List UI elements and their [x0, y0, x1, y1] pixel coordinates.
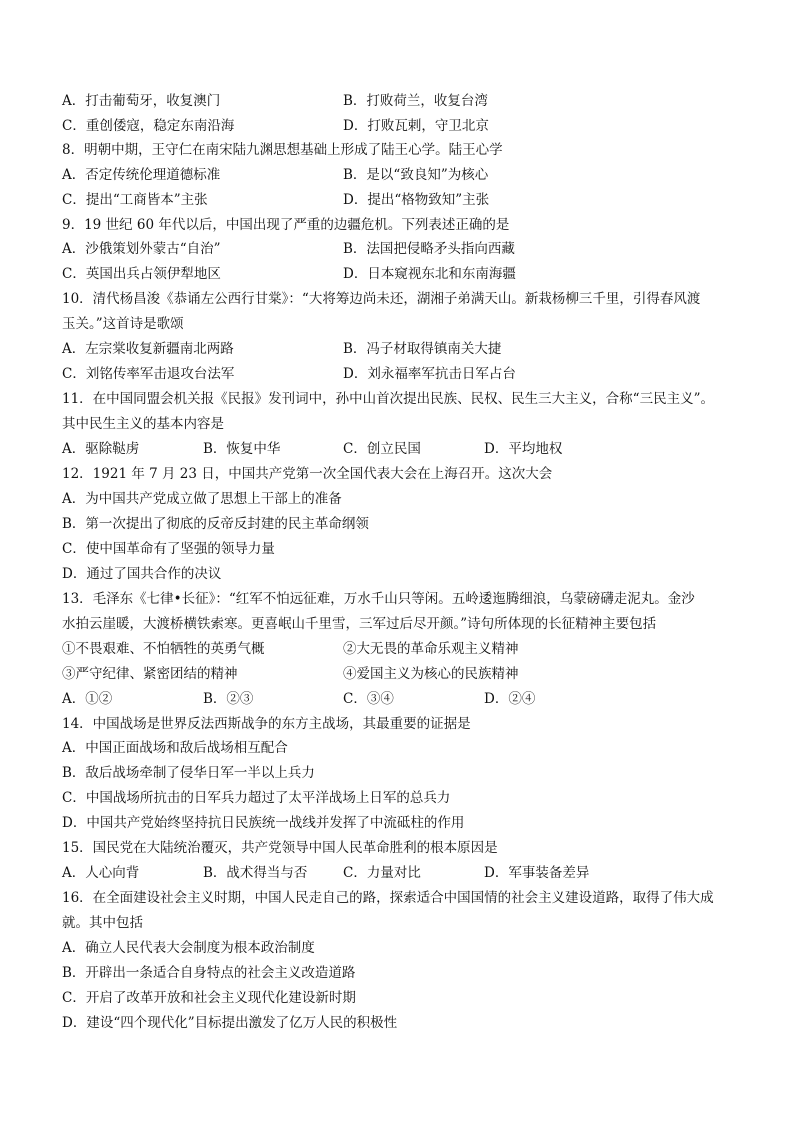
- q16-option-a: A．确立人民代表大会制度为根本政治制度: [62, 940, 315, 956]
- q10-option-d: D．刘永福率军抗击日军占台: [343, 366, 516, 382]
- q16-stem-line2: 就。其中包括: [62, 915, 143, 931]
- q11-option-a: A．驱除鞑虏: [62, 441, 140, 457]
- q7-option-a: A．打击葡萄牙，收复澳门: [62, 93, 221, 109]
- q10-stem-line2: 玉关。”这首诗是歌颂: [62, 316, 184, 332]
- q11-option-c: C．创立民国: [343, 441, 421, 457]
- q14-option-a: A．中国正面战场和敌后战场相互配合: [62, 740, 288, 756]
- q13-option-d: D．②④: [484, 691, 536, 707]
- q13-option-b: B．②③: [203, 691, 254, 707]
- q15-option-c: C．力量对比: [343, 865, 421, 881]
- q9-option-d: D．日本窥视东北和东南海疆: [343, 266, 516, 282]
- q16-option-c: C．开启了改革开放和社会主义现代化建设新时期: [62, 990, 356, 1006]
- q12-stem: 12．1921 年 7 月 23 日，中国共产党第一次全国代表大会在上海召开。这次大会: [62, 466, 553, 482]
- q9-option-a: A．沙俄策划外蒙古“自治”: [62, 241, 221, 257]
- q16-option-d: D．建设“四个现代化”目标提出激发了亿万人民的积极性: [62, 1015, 398, 1031]
- q13-stem-line1: 13．毛泽东《七律•长征》：“红军不怕远征难，万水千山只等闲。五岭逶迤腾细浪，乌蒙磅礴走泥丸。金沙: [62, 591, 695, 607]
- q14-stem: 14．中国战场是世界反法西斯战争的东方主战场，其最重要的证据是: [62, 716, 471, 732]
- q13-statement-1: ①不畏艰难、不怕牺牲的英勇气概: [62, 641, 265, 657]
- q9-stem: 9．19 世纪 60 年代以后，中国出现了严重的边疆危机。下列表述正确的是: [62, 217, 510, 233]
- q11-stem-line2: 其中民生主义的基本内容是: [62, 416, 224, 432]
- q11-option-b: B．恢复中华: [203, 441, 281, 457]
- q15-option-a: A．人心向背: [62, 865, 140, 881]
- q8-option-a: A．否定传统伦理道德标准: [62, 167, 221, 183]
- q11-option-d: D．平均地权: [484, 441, 563, 457]
- q10-option-c: C．刘铭传率军击退攻台法军: [62, 366, 235, 382]
- q15-stem: 15．国民党在大陆统治覆灭，共产党领导中国人民革命胜利的根本原因是: [62, 840, 498, 856]
- q14-option-d: D．中国共产党始终坚持抗日民族统一战线并发挥了中流砥柱的作用: [62, 815, 465, 831]
- q13-option-c: C．③④: [343, 691, 394, 707]
- q13-option-a: A．①②: [62, 691, 113, 707]
- q8-stem: 8．明朝中期，王守仁在南宋陆九渊思想基础上形成了陆王心学。陆王心学: [62, 142, 503, 158]
- q8-option-b: B．是以“致良知”为核心: [343, 167, 489, 183]
- q14-option-c: C．中国战场所抗击的日军兵力超过了太平洋战场上日军的总兵力: [62, 790, 451, 806]
- q7-option-d: D．打败瓦剌，守卫北京: [343, 118, 489, 134]
- q12-option-a: A．为中国共产党成立做了思想上干部上的准备: [62, 491, 342, 507]
- q9-option-b: B．法国把侵略矛头指向西藏: [343, 241, 515, 257]
- q7-option-b: B．打败荷兰，收复台湾: [343, 93, 488, 109]
- q8-option-c: C．提出“工商皆本”主张: [62, 192, 208, 208]
- q12-option-d: D．通过了国共合作的决议: [62, 566, 222, 582]
- q11-stem-line1: 11．在中国同盟会机关报《民报》发刊词中，孙中山首次提出民族、民权、民生三大主义，合称“三民主义”。: [62, 391, 714, 407]
- q8-option-d: D．提出“格物致知”主张: [343, 192, 490, 208]
- q13-statement-4: ④爱国主义为核心的民族精神: [343, 666, 519, 682]
- q10-option-a: A．左宗棠收复新疆南北两路: [62, 341, 234, 357]
- q15-option-b: B．战术得当与否: [203, 865, 308, 881]
- q14-option-b: B．敌后战场牵制了侵华日军一半以上兵力: [62, 765, 315, 781]
- q16-option-b: B．开辟出一条适合自身特点的社会主义改造道路: [62, 965, 356, 981]
- q7-option-c: C．重创倭寇，稳定东南沿海: [62, 118, 235, 134]
- q15-option-d: D．军事装备差异: [484, 865, 590, 881]
- q13-statement-2: ②大无畏的革命乐观主义精神: [343, 641, 519, 657]
- q16-stem-line1: 16．在全面建设社会主义时期，中国人民走自己的路，探索适合中国国情的社会主义建设道路，取得了伟大成: [62, 890, 714, 906]
- q13-stem-line2: 水拍云崖暖，大渡桥横铁索寒。更喜岷山千里雪，三军过后尽开颜。”诗句所体现的长征精神主要包括: [62, 616, 657, 632]
- q9-option-c: C．英国出兵占领伊犁地区: [62, 266, 221, 282]
- q10-option-b: B．冯子材取得镇南关大捷: [343, 341, 502, 357]
- q12-option-b: B．第一次提出了彻底的反帝反封建的民主革命纲领: [62, 516, 369, 532]
- q12-option-c: C．使中国革命有了坚强的领导力量: [62, 541, 275, 557]
- q13-statement-3: ③严守纪律、紧密团结的精神: [62, 666, 238, 682]
- q10-stem-line1: 10．清代杨昌浚《恭诵左公西行甘棠》：“大将筹边尚未还，湖湘子弟满天山。新栽杨柳三千里，引得春风渡: [62, 291, 701, 307]
